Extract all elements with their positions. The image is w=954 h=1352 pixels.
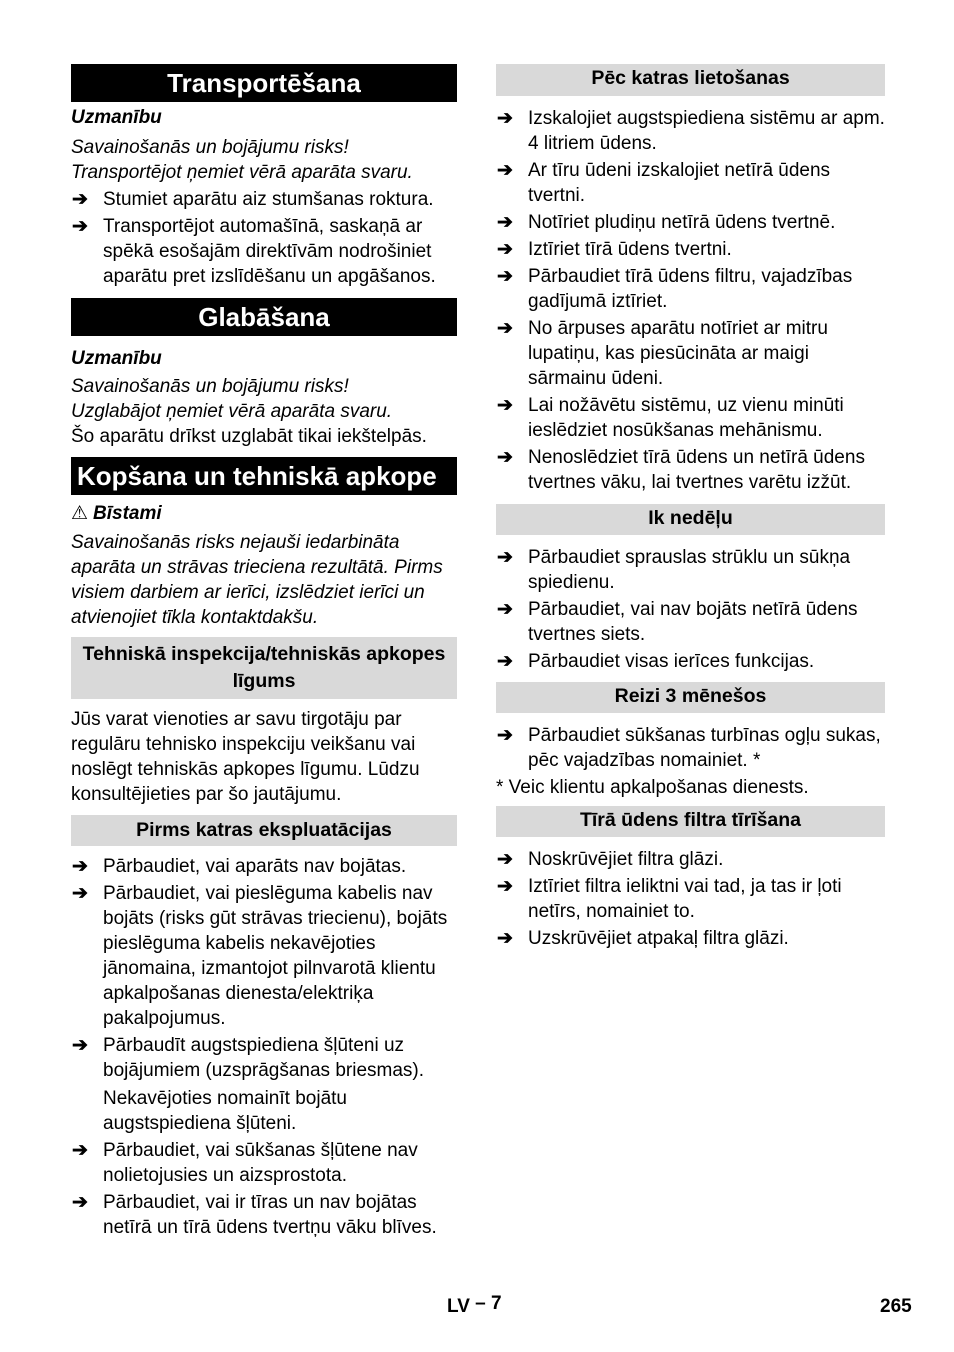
storage-heading: Glabāšana bbox=[71, 298, 457, 336]
list-item: ➔ Pārbaudiet visas ierīces funkcijas. bbox=[497, 651, 815, 672]
transport-heading: Transportēšana bbox=[71, 64, 457, 102]
arrow-icon: ➔ bbox=[497, 599, 513, 620]
list-item: ➔ Pārbaudiet, vai nav bojāts netīrā ūdens tvertnes siets. bbox=[497, 599, 858, 645]
warning-triangle-icon: ⚠ bbox=[71, 503, 89, 524]
list-item: ➔ Pārbaudiet sprauslas strūklu un sūkņa spiedienu. bbox=[497, 547, 851, 593]
quarterly-heading: Reizi 3 mēnešos bbox=[496, 682, 885, 713]
arrow-icon: ➔ bbox=[72, 216, 88, 237]
footer-language: LV bbox=[447, 1296, 470, 1317]
list-item: ➔ Transportējot automašīnā, saskaņā ar spēkā esošajām direktīvām nodrošiniet aparātu pret izslīdēšanu un apgāšanos. bbox=[72, 216, 436, 287]
arrow-icon: ➔ bbox=[72, 1192, 88, 1213]
arrow-icon: ➔ bbox=[72, 189, 88, 210]
arrow-icon: ➔ bbox=[497, 160, 513, 181]
storage-caution-line: Savainošanās un bojājumu risks! bbox=[71, 376, 349, 397]
arrow-icon: ➔ bbox=[497, 725, 513, 746]
list-item: ➔ Lai nožāvētu sistēmu, uz vienu minūti ieslēdziet nosūkšanas mehānismu. bbox=[497, 395, 844, 441]
care-heading: Kopšana un tehniskā apkope bbox=[71, 457, 457, 495]
weekly-heading: Ik nedēļu bbox=[496, 504, 885, 535]
list-item: ➔ Ar tīru ūdeni izskalojiet netīrā ūdens tvertni. bbox=[497, 160, 831, 206]
transport-caution-line: Transportējot ņemiet vērā aparāta svaru. bbox=[71, 162, 413, 183]
arrow-icon: ➔ bbox=[497, 849, 513, 870]
list-item: ➔ Pārbaudiet, vai pieslēguma kabelis nav bojāts (risks gūt strāvas triecienu), bojāts pieslēguma kabelis nekavējoties jānomaina, izmantojot pilnvarotā klientu apkalpošanas dienesta/elektriķa pakalpojumus. bbox=[72, 883, 448, 1029]
arrow-icon: ➔ bbox=[72, 1035, 88, 1056]
list-item: ➔ Notīriet pludiņu netīrā ūdens tvertnē. bbox=[497, 212, 836, 233]
list-item: ➔ Pārbaudiet, vai aparāts nav bojātas. bbox=[72, 856, 407, 877]
arrow-icon: ➔ bbox=[72, 856, 88, 877]
danger-text: Savainošanās risks nejauši iedarbināta aparāta un strāvas trieciena rezultātā. Pirms visiem darbiem ar ierīci, izslēdziet ierīci un atvienojiet tīkla kontaktdakšu. bbox=[71, 532, 443, 628]
arrow-icon: ➔ bbox=[72, 1140, 88, 1161]
list-item: ➔ Iztīriet filtra ieliktni vai tad, ja tas ir ļoti netīrs, nomainiet to. bbox=[497, 876, 842, 922]
list-item: ➔ Pārbaudiet, vai sūkšanas šļūtene nav nolietojusies un aizsprostota. bbox=[72, 1140, 418, 1186]
arrow-icon: ➔ bbox=[497, 876, 513, 897]
arrow-icon: ➔ bbox=[497, 928, 513, 949]
arrow-icon: ➔ bbox=[497, 318, 513, 339]
before-heading: Pirms katras ekspluatācijas bbox=[71, 815, 457, 846]
list-item: ➔ Nenoslēdziet tīrā ūdens un netīrā ūdens tvertnes vāku, lai tvertnes varētu izžūt. bbox=[497, 447, 865, 493]
list-item: ➔ Pārbaudīt augstspiediena šļūteni uz bojājumiem (uzsprāgšanas briesmas). bbox=[72, 1035, 425, 1081]
danger-label: Bīstami bbox=[93, 503, 162, 524]
arrow-icon: ➔ bbox=[497, 239, 513, 260]
arrow-icon: ➔ bbox=[497, 651, 513, 672]
list-item-continuation: Nekavējoties nomainīt bojātu augstspiediena šļūteni. bbox=[103, 1088, 347, 1134]
list-item: ➔ Stumiet aparātu aiz stumšanas roktura. bbox=[72, 189, 434, 210]
list-item: ➔ No ārpuses aparātu notīriet ar mitru lupatiņu, kas piesūcināta ar maigi sārmainu ūdeni. bbox=[497, 318, 828, 389]
storage-note: Šo aparātu drīkst uzglabāt tikai iekštelpās. bbox=[71, 426, 427, 447]
footer-language-page bbox=[447, 1293, 502, 1318]
inspection-text: Jūs varat vienoties ar savu tirgotāju par regulāru tehnisko inspekciju veikšanu vai noslēgt tehniskās apkopes līgumu. Lūdzu konsultējieties par šo jautājumu. bbox=[71, 709, 420, 805]
page-number: 265 bbox=[880, 1296, 912, 1317]
footer-local-page: – 7 bbox=[475, 1293, 502, 1314]
arrow-icon: ➔ bbox=[497, 547, 513, 568]
list-item: ➔ Pārbaudiet, vai ir tīras un nav bojātas netīrā un tīrā ūdens tvertņu vāku blīves. bbox=[72, 1192, 437, 1238]
arrow-icon: ➔ bbox=[497, 108, 513, 129]
list-item: ➔ Uzskrūvējiet atpakaļ filtra glāzi. bbox=[497, 928, 789, 949]
list-item: ➔ Izskalojiet augstspiediena sistēmu ar apm. 4 litriem ūdens. bbox=[497, 108, 885, 154]
transport-caution-line: Savainošanās un bojājumu risks! bbox=[71, 137, 349, 158]
storage-caution-line: Uzglabājot ņemiet vērā aparāta svaru. bbox=[71, 401, 393, 422]
arrow-icon: ➔ bbox=[497, 266, 513, 287]
storage-caution-label: Uzmanību bbox=[71, 348, 162, 369]
right-column bbox=[496, 64, 885, 951]
danger-label-row bbox=[71, 501, 457, 526]
arrow-icon: ➔ bbox=[497, 212, 513, 233]
arrow-icon: ➔ bbox=[497, 447, 513, 468]
left-column bbox=[71, 64, 457, 1240]
footnote: * Veic klientu apkalpošanas dienests. bbox=[496, 777, 809, 798]
list-item: ➔ Noskrūvējiet filtra glāzi. bbox=[497, 849, 724, 870]
list-item: ➔ Pārbaudiet sūkšanas turbīnas ogļu sukas, pēc vajadzības nomainiet. * bbox=[497, 725, 881, 771]
arrow-icon: ➔ bbox=[72, 883, 88, 904]
transport-caution-label: Uzmanību bbox=[71, 107, 162, 128]
arrow-icon: ➔ bbox=[497, 395, 513, 416]
list-item: ➔ Pārbaudiet tīrā ūdens filtru, vajadzības gadījumā iztīriet. bbox=[497, 266, 853, 312]
inspection-heading: Tehniskā inspekcija/tehniskās apkopes līgums bbox=[71, 637, 457, 699]
after-heading: Pēc katras lietošanas bbox=[496, 64, 885, 96]
list-item: ➔ Iztīriet tīrā ūdens tvertni. bbox=[497, 239, 732, 260]
filter-heading: Tīrā ūdens filtra tīrīšana bbox=[496, 806, 885, 837]
